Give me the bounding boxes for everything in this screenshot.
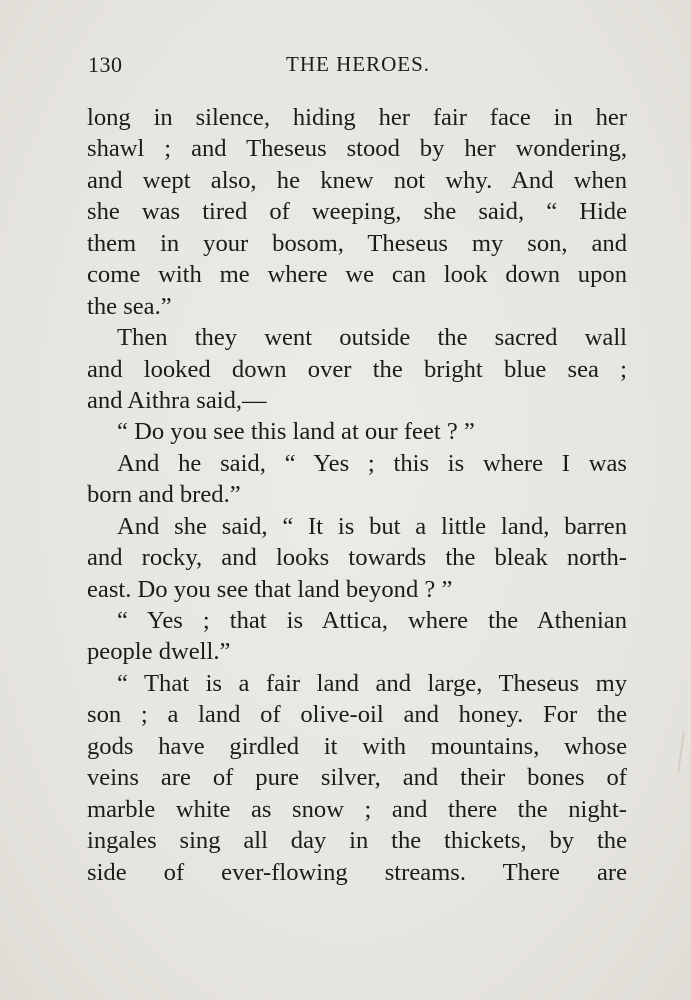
text-line: “ Do you see this land at our feet ? ” (117, 418, 475, 446)
text-line: “ Yes ; that is Attica, where the Athenian (117, 607, 627, 634)
text-line: east. Do you see that land beyond ? ” (87, 575, 453, 603)
text-line: come with me where we can look down upon (87, 261, 627, 289)
text-line: the sea.” (87, 292, 172, 320)
page-header (88, 52, 628, 82)
text-line: side of ever-flowing streams. There are (87, 858, 627, 886)
text-line: and rocky, and looks towards the bleak north- (87, 544, 627, 572)
text-line: “ That is a fair land and large, Theseus my (117, 669, 627, 697)
running-head: THE HEROES. (286, 52, 430, 76)
text-line: son ; a land of olive-oil and honey. For the (87, 701, 627, 729)
text-line: long in silence, hiding her fair face in her (87, 104, 627, 131)
text-line: And he said, “ Yes ; this is where I was (117, 449, 627, 477)
text-line: she was tired of weeping, she said, “ Hide (87, 198, 627, 226)
text-line: gods have girdled it with mountains, whose (87, 732, 627, 760)
text-line: veins are of pure silver, and their bones of (87, 764, 627, 792)
text-line: people dwell.” (87, 638, 231, 666)
text-line: and Aithra said,— (87, 386, 267, 414)
page-number: 130 (88, 52, 123, 77)
text-line: born and bred.” (87, 481, 241, 509)
text-line: them in your bosom, Theseus my son, and (87, 229, 627, 257)
text-line: And she said, “ It is but a little land, barren (117, 512, 627, 540)
text-line: and wept also, he knew not why. And when (87, 166, 627, 194)
text-line: marble white as snow ; and there the night- (87, 795, 627, 823)
margin-mark (677, 732, 688, 772)
text-line: shawl ; and Theseus stood by her wondering, (87, 135, 627, 163)
body-text (87, 102, 627, 888)
text-line: ingales sing all day in the thickets, by the (87, 827, 627, 855)
text-line: and looked down over the bright blue sea ; (87, 355, 627, 383)
text-line: Then they went outside the sacred wall (117, 324, 627, 352)
